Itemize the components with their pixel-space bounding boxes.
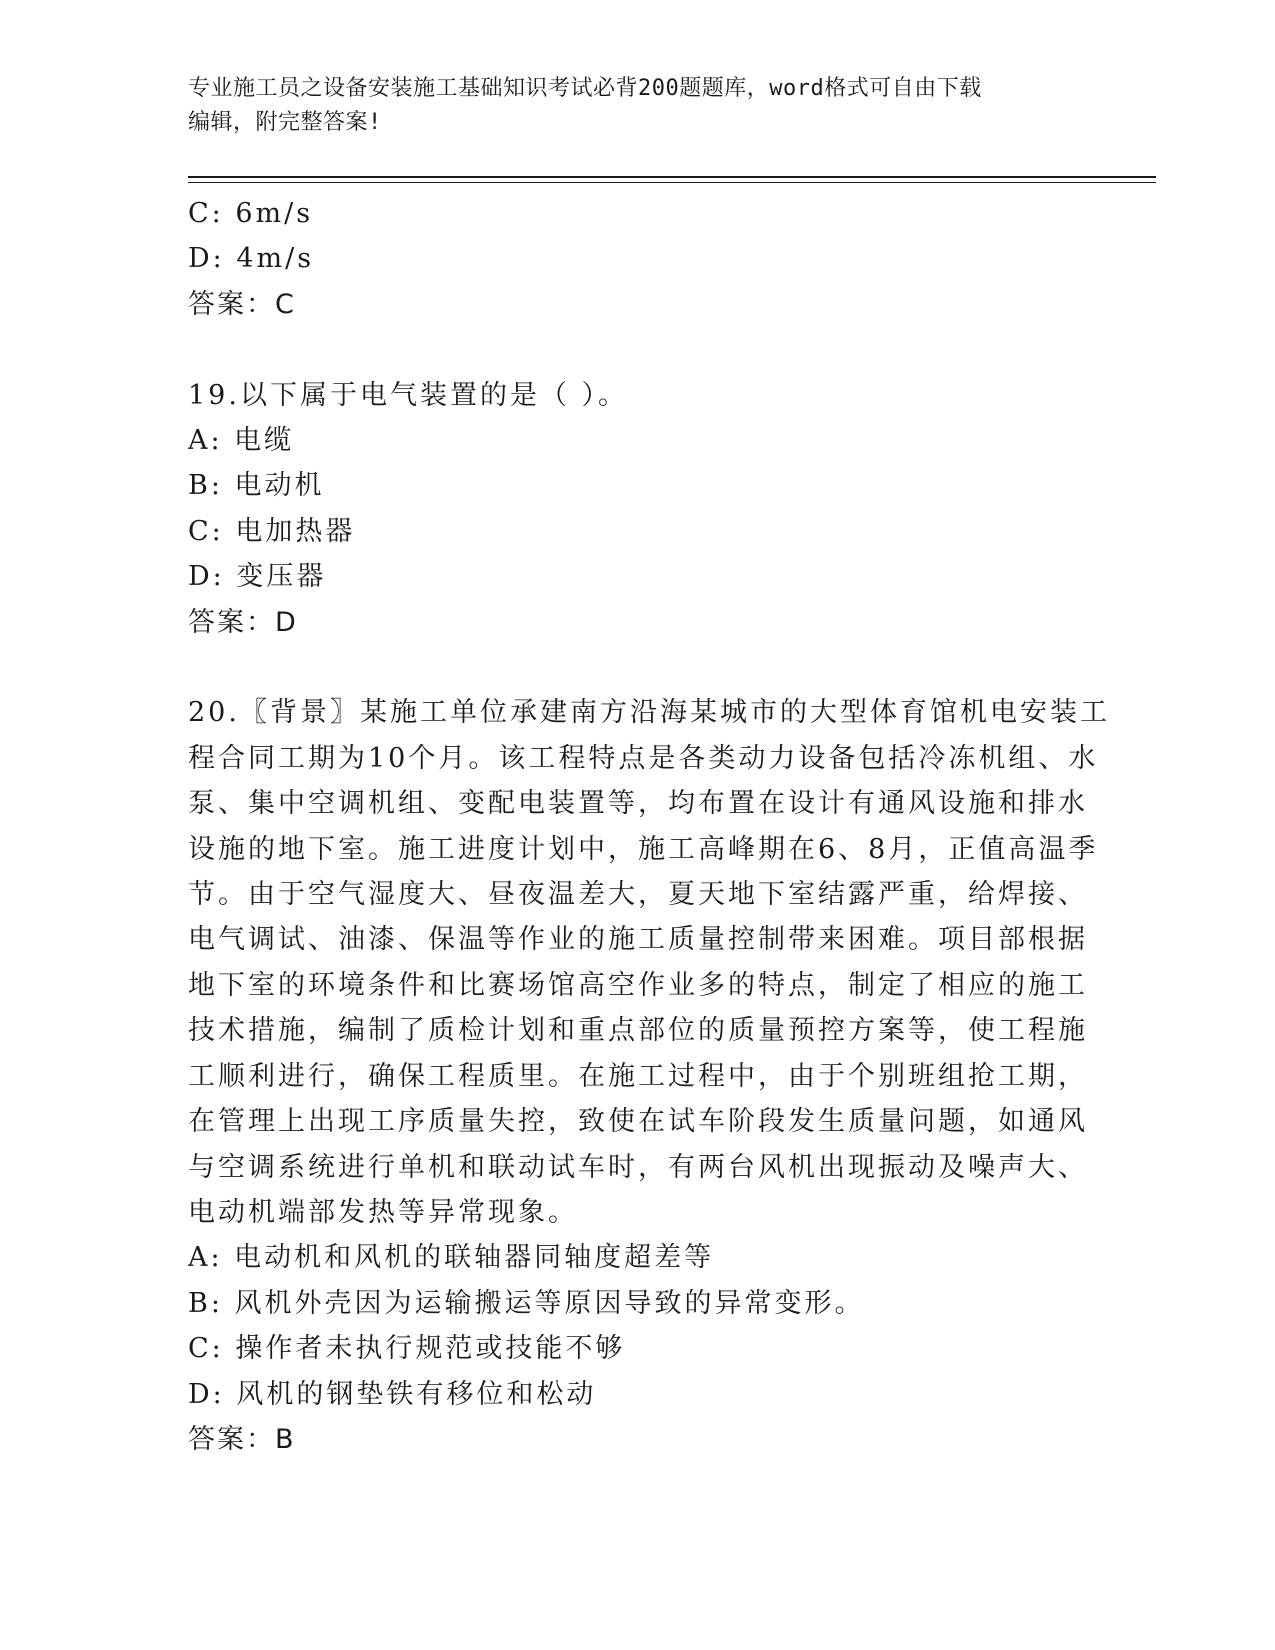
document-body (188, 191, 1110, 1462)
q20-line-11: 与空调系统进行单机和联动试车时，有两台风机出现振动及噪声大、 (188, 1151, 1088, 1183)
q19-answer: 答案：D (188, 606, 298, 638)
header-rule-thick (188, 176, 1156, 178)
q20-line-4: 设施的地下室。施工进度计划中，施工高峰期在6、8月，正值高温季 (188, 833, 1099, 865)
q20-line-2: 程合同工期为10个月。该工程特点是各类动力设备包括冷冻机组、水 (188, 742, 1099, 774)
q20-line-10: 在管理上出现工序质量失控，致使在试车阶段发生质量问题，如通风 (188, 1106, 1088, 1138)
q20-answer: 答案：B (188, 1423, 296, 1455)
q19-option-b: B: 电动机 (188, 470, 325, 502)
spacer (188, 645, 1088, 690)
q20-line-8: 技术措施，编制了质检计划和重点部位的质量预控方案等，使工程施 (188, 1015, 1088, 1047)
q19-option-d: D: 变压器 (188, 561, 327, 593)
q18-answer: 答案：C (188, 288, 296, 320)
q20-line-1: 20.〖背景〗某施工单位承建南方沿海某城市的大型体育馆机电安装工 (188, 697, 1110, 729)
q20-line-12: 电动机端部发热等异常现象。 (188, 1196, 578, 1228)
header-rule-thin (188, 182, 1156, 183)
q20-option-c: C: 操作者未执行规范或技能不够 (188, 1333, 626, 1365)
q20-option-d: D: 风机的钢垫铁有移位和松动 (188, 1378, 597, 1410)
q19-question: 19.以下属于电气装置的是（ ）。 (188, 379, 629, 411)
q20-line-6: 电气调试、油漆、保温等作业的施工质量控制带来困难。项目部根据 (188, 924, 1088, 956)
q20-line-3: 泵、集中空调机组、变配电装置等，均布置在设计有通风设施和排水 (188, 788, 1088, 820)
q20-line-7: 地下室的环境条件和比赛场馆高空作业多的特点，制定了相应的施工 (188, 969, 1088, 1001)
q20-option-a: A: 电动机和风机的联轴器同轴度超差等 (188, 1242, 715, 1274)
q20-line-5: 节。由于空气湿度大、昼夜温差大，夏天地下室结露严重，给焊接、 (188, 879, 1088, 911)
q20-line-9: 工顺利进行，确保工程质里。在施工过程中，由于个别班组抢工期， (188, 1060, 1088, 1092)
q20-option-b: B: 风机外壳因为运输搬运等原因导致的异常变形。 (188, 1287, 865, 1319)
spacer (188, 327, 1088, 372)
q19-option-c: C: 电加热器 (188, 515, 356, 547)
q19-option-a: A: 电缆 (188, 425, 295, 457)
header-line-2: 编辑，附完整答案! (188, 110, 382, 135)
q18-option-d: D: 4m/s (188, 243, 315, 275)
q18-option-c: C: 6m/s (188, 198, 314, 229)
document-header (188, 72, 1068, 140)
header-line-1: 专业施工员之设备安装施工基础知识考试必背200题题库，word格式可自由下载 (188, 76, 982, 101)
